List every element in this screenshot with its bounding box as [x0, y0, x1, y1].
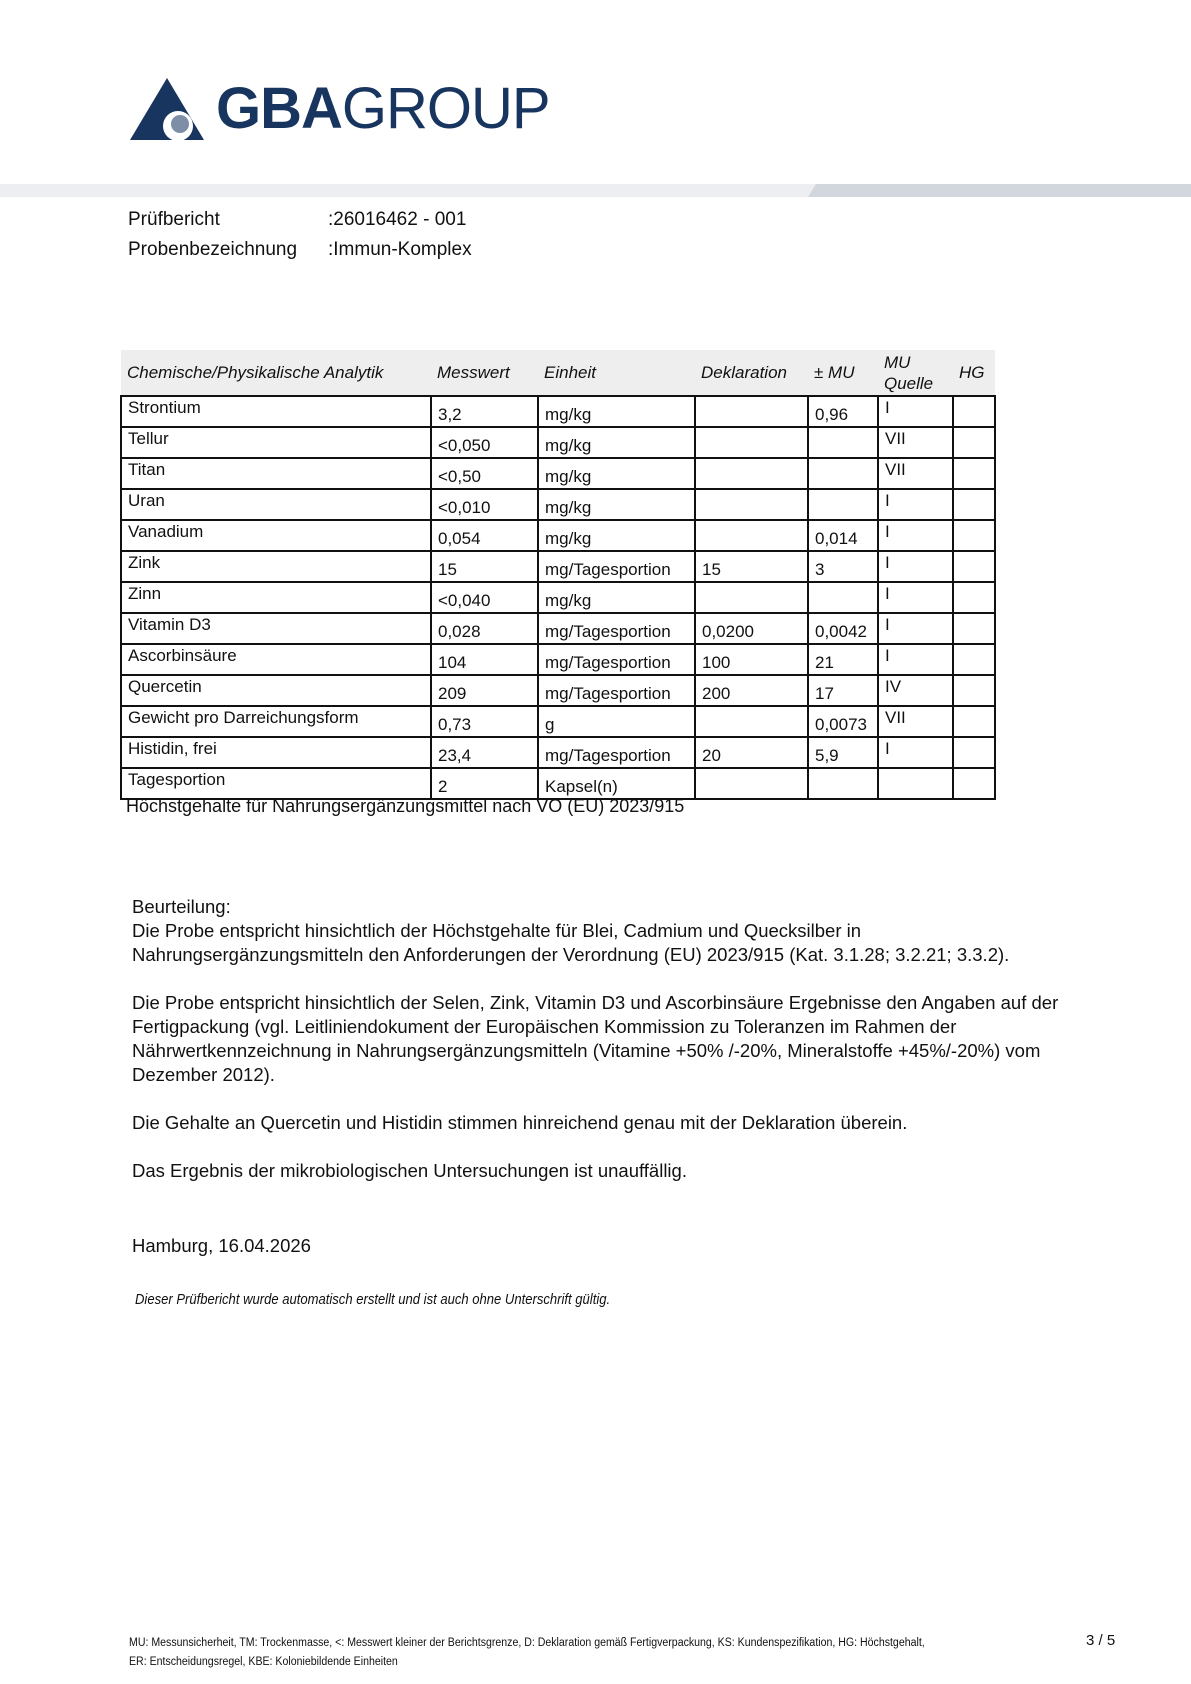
cell-unit: mg/kg — [538, 427, 695, 458]
cell-mu: 17 — [808, 675, 878, 706]
cell-declaration — [695, 458, 808, 489]
cell-hg — [953, 768, 995, 799]
header-unit: Einheit — [538, 350, 695, 396]
header-band-accent — [808, 184, 1191, 197]
cell-analysis: Vitamin D3 — [121, 613, 431, 644]
table-row — [121, 458, 995, 489]
cell-hg — [953, 551, 995, 582]
table-row — [121, 613, 995, 644]
cell-measured: <0,010 — [431, 489, 538, 520]
cell-unit: mg/kg — [538, 520, 695, 551]
cell-mu: 5,9 — [808, 737, 878, 768]
cell-unit: g — [538, 706, 695, 737]
cell-declaration: 100 — [695, 644, 808, 675]
cell-declaration — [695, 706, 808, 737]
cell-unit: Kapsel(n) — [538, 768, 695, 799]
cell-mu-source: I — [878, 489, 953, 520]
cell-declaration: 200 — [695, 675, 808, 706]
cell-mu — [808, 427, 878, 458]
cell-mu — [808, 582, 878, 613]
footer-legend-line-2: ER: Entscheidungsregel, KBE: Koloniebildende Einheiten — [129, 1656, 398, 1668]
header-hg: HG — [953, 350, 995, 396]
table-row — [121, 675, 995, 706]
cell-declaration — [695, 768, 808, 799]
cell-hg — [953, 706, 995, 737]
footer-legend — [129, 1634, 939, 1672]
cell-mu-source — [878, 768, 953, 799]
cell-mu — [808, 489, 878, 520]
header-analysis: Chemische/Physikalische Analytik — [121, 350, 431, 396]
cell-measured: 0,054 — [431, 520, 538, 551]
cell-analysis: Vanadium — [121, 520, 431, 551]
cell-analysis: Tagesportion — [121, 768, 431, 799]
cell-measured: 104 — [431, 644, 538, 675]
sample-name-label: Probenbezeichnung — [128, 239, 298, 260]
cell-measured: <0,050 — [431, 427, 538, 458]
assessment-heading: Beurteilung: — [132, 896, 231, 917]
page-number: 3 / 5 — [1086, 1632, 1116, 1649]
cell-mu-source: I — [878, 551, 953, 582]
cell-mu: 21 — [808, 644, 878, 675]
cell-measured: <0,040 — [431, 582, 538, 613]
footer-legend-line-1: MU: Messunsicherheit, TM: Trockenmasse, <: Messwert kleiner der Berichtsgrenze, D: Deklaration gemäß Fertigverpackung, KS: Kundenspezifikation, HG: Höchstgehalt, — [129, 1637, 925, 1649]
logo-wordmark-strong: GBA — [216, 76, 342, 141]
table-row — [121, 396, 995, 427]
cell-unit: mg/kg — [538, 582, 695, 613]
cell-declaration — [695, 582, 808, 613]
cell-analysis: Titan — [121, 458, 431, 489]
assessment-paragraph-2: Die Probe entspricht hinsichtlich der Selen, Zink, Vitamin D3 und Ascorbinsäure Ergebnisse den Angaben auf der Fertigpackung (vgl. Leitliniendokument der Europäischen Kommission zu Toleranzen im Rahmen der Nährwertkennzeichnung in Nahrungsergänzungsmitteln (Vitamine +50% /-20%, Mineralstoffe +45%/-20%) vom Dezember 2012). — [132, 992, 1059, 1085]
results-table-body — [121, 396, 995, 799]
cell-measured: 15 — [431, 551, 538, 582]
table-header-row — [121, 350, 995, 396]
cell-mu: 0,014 — [808, 520, 878, 551]
header-mu-source-line2: Quelle — [884, 373, 934, 393]
report-number-value: :26016462 - 001 — [328, 209, 467, 230]
header-mu-source — [878, 350, 953, 396]
place-date: Hamburg, 16.04.2026 — [132, 1235, 311, 1256]
cell-hg — [953, 396, 995, 427]
header-mu: ± MU — [808, 350, 878, 396]
cell-unit: mg/kg — [538, 458, 695, 489]
cell-measured: 23,4 — [431, 737, 538, 768]
cell-unit: mg/kg — [538, 396, 695, 427]
table-row — [121, 427, 995, 458]
cell-hg — [953, 520, 995, 551]
cell-mu: 0,0073 — [808, 706, 878, 737]
cell-measured: 0,73 — [431, 706, 538, 737]
cell-declaration: 15 — [695, 551, 808, 582]
results-table — [120, 350, 996, 800]
sample-name-line — [128, 238, 472, 262]
logo-wordmark-light: GROUP — [341, 76, 550, 141]
cell-mu: 0,0042 — [808, 613, 878, 644]
report-number-label: Prüfbericht — [128, 209, 220, 230]
assessment-section — [132, 895, 1092, 1207]
sample-name-value: :Immun-Komplex — [328, 239, 472, 260]
cell-analysis: Strontium — [121, 396, 431, 427]
cell-declaration — [695, 427, 808, 458]
cell-hg — [953, 427, 995, 458]
table-note: Höchstgehalte für Nahrungsergänzungsmittel nach VO (EU) 2023/915 — [126, 796, 685, 816]
table-row — [121, 551, 995, 582]
cell-declaration: 0,0200 — [695, 613, 808, 644]
header-measured: Messwert — [431, 350, 538, 396]
logo-wordmark — [216, 74, 550, 144]
cell-mu: 3 — [808, 551, 878, 582]
cell-analysis: Gewicht pro Darreichungsform — [121, 706, 431, 737]
cell-analysis: Zink — [121, 551, 431, 582]
assessment-paragraph-4: Das Ergebnis der mikrobiologischen Untersuchungen ist unauffällig. — [132, 1160, 687, 1181]
cell-mu: 0,96 — [808, 396, 878, 427]
cell-declaration: 20 — [695, 737, 808, 768]
assessment-paragraph-1: Die Probe entspricht hinsichtlich der Höchstgehalte für Blei, Cadmium und Quecksilber in Nahrungsergänzungsmitteln den Anforderungen der Verordnung (EU) 2023/915 (Kat. 3.1.28; 3.2.21; 3.3.2). — [132, 920, 1010, 965]
cell-analysis: Quercetin — [121, 675, 431, 706]
cell-mu-source: I — [878, 582, 953, 613]
assessment-paragraph-3: Die Gehalte an Quercetin und Histidin stimmen hinreichend genau mit der Deklaration überein. — [132, 1112, 908, 1133]
cell-mu-source: IV — [878, 675, 953, 706]
cell-analysis: Zinn — [121, 582, 431, 613]
cell-mu-source: I — [878, 737, 953, 768]
cell-unit: mg/Tagesportion — [538, 737, 695, 768]
table-row — [121, 737, 995, 768]
cell-hg — [953, 737, 995, 768]
cell-analysis: Ascorbinsäure — [121, 644, 431, 675]
cell-analysis: Uran — [121, 489, 431, 520]
cell-measured: 0,028 — [431, 613, 538, 644]
cell-measured: 2 — [431, 768, 538, 799]
cell-mu-source: I — [878, 644, 953, 675]
cell-unit: mg/Tagesportion — [538, 551, 695, 582]
cell-mu — [808, 768, 878, 799]
table-row — [121, 706, 995, 737]
cell-measured: <0,50 — [431, 458, 538, 489]
header-declaration: Deklaration — [695, 350, 808, 396]
cell-hg — [953, 458, 995, 489]
cell-measured: 3,2 — [431, 396, 538, 427]
cell-hg — [953, 489, 995, 520]
cell-unit: mg/Tagesportion — [538, 644, 695, 675]
cell-mu-source: VII — [878, 458, 953, 489]
cell-mu-source: I — [878, 520, 953, 551]
cell-declaration — [695, 489, 808, 520]
cell-unit: mg/Tagesportion — [538, 613, 695, 644]
cell-mu — [808, 458, 878, 489]
table-row — [121, 489, 995, 520]
cell-mu-source: I — [878, 613, 953, 644]
table-row — [121, 768, 995, 799]
gba-logo-icon — [130, 78, 204, 140]
table-row — [121, 582, 995, 613]
cell-hg — [953, 644, 995, 675]
cell-mu-source: I — [878, 396, 953, 427]
auto-generated-note: Dieser Prüfbericht wurde automatisch erstellt und ist auch ohne Unterschrift gültig. — [135, 1292, 611, 1308]
cell-analysis: Histidin, frei — [121, 737, 431, 768]
cell-measured: 209 — [431, 675, 538, 706]
table-row — [121, 644, 995, 675]
cell-hg — [953, 613, 995, 644]
cell-hg — [953, 675, 995, 706]
cell-hg — [953, 582, 995, 613]
cell-declaration — [695, 396, 808, 427]
cell-unit: mg/Tagesportion — [538, 675, 695, 706]
cell-mu-source: VII — [878, 706, 953, 737]
cell-analysis: Tellur — [121, 427, 431, 458]
table-row — [121, 520, 995, 551]
gba-group-logo — [130, 78, 560, 142]
cell-declaration — [695, 520, 808, 551]
cell-mu-source: VII — [878, 427, 953, 458]
header-mu-source-line1: MU — [884, 352, 911, 372]
cell-unit: mg/kg — [538, 489, 695, 520]
report-number-line — [128, 208, 466, 232]
